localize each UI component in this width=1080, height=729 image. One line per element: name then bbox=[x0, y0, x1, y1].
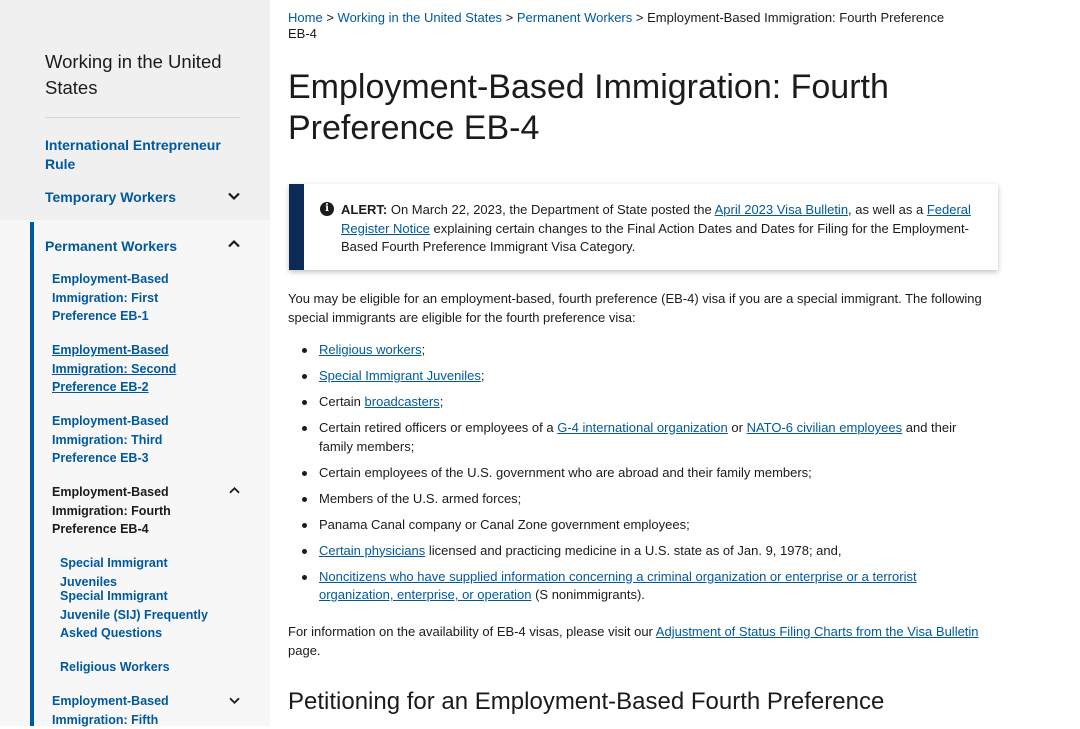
page-title: Employment-Based Immigration: Fourth Preference EB-4 bbox=[288, 68, 889, 147]
list-item bbox=[288, 341, 988, 360]
sidebar-item-temporary-workers[interactable]: Temporary Workers bbox=[45, 189, 176, 205]
sidebar-divider bbox=[45, 117, 240, 118]
breadcrumb-home[interactable]: Home bbox=[288, 10, 323, 25]
g4-organization-link[interactable]: G-4 international organization bbox=[557, 420, 728, 435]
special-immigrant-juveniles-link[interactable]: Special Immigrant Juveniles bbox=[319, 368, 481, 383]
chevron-down-icon[interactable] bbox=[228, 191, 238, 201]
list-item bbox=[288, 367, 988, 386]
list-text: and their family members; bbox=[319, 420, 957, 454]
list-item bbox=[288, 542, 988, 561]
breadcrumb-separator: > bbox=[505, 10, 514, 25]
alert-box bbox=[289, 184, 998, 270]
alert-label: ALERT: bbox=[341, 202, 388, 217]
certain-physicians-link[interactable]: Certain physicians bbox=[319, 542, 426, 558]
sidebar-header-bg bbox=[0, 0, 270, 220]
breadcrumb-permanent-workers[interactable]: Permanent Workers bbox=[516, 10, 633, 25]
sidebar-item-special-immigrant-juveniles[interactable]: Special Immigrant Juveniles bbox=[60, 556, 168, 589]
sidebar-item-international-entrepreneur[interactable]: International Entrepreneur Rule bbox=[45, 137, 221, 172]
list-item bbox=[288, 419, 988, 456]
list-text: ; bbox=[480, 368, 485, 383]
section-heading: Petitioning for an Employment-Based Fourth Preference bbox=[288, 688, 885, 715]
visa-bulletin-link[interactable]: April 2023 Visa Bulletin bbox=[714, 202, 849, 217]
sidebar-item-eb4[interactable]: Employment-Based Immigration: Fourth Preference EB-4 bbox=[52, 485, 171, 536]
availability-paragraph bbox=[288, 623, 988, 660]
list-text: licensed and practicing medicine in a U.S. state as of Jan. 9, 1978; and, bbox=[425, 542, 842, 558]
broadcasters-link[interactable]: broadcasters bbox=[364, 394, 440, 409]
s-nonimmigrants-link[interactable]: Noncitizens who have supplied information concerning a criminal organization or enterprise or a terrorist organization, enterprise, or operation bbox=[319, 568, 917, 602]
chevron-up-icon[interactable] bbox=[228, 239, 238, 249]
special-immigrants-list bbox=[288, 341, 988, 612]
sidebar-item-religious-workers[interactable]: Religious Workers bbox=[60, 660, 170, 674]
breadcrumb-current: Employment-Based Immigration: Fourth Preference EB-4 bbox=[288, 10, 945, 41]
list-item bbox=[288, 568, 988, 605]
list-item bbox=[288, 393, 988, 412]
chevron-down-icon[interactable] bbox=[229, 696, 239, 706]
sidebar-item-eb3[interactable]: Employment-Based Immigration: Third Preference EB-3 bbox=[52, 414, 169, 465]
list-text: Certain retired officers or employees of a bbox=[319, 420, 558, 435]
list-item: Panama Canal company or Canal Zone government employees; bbox=[288, 516, 988, 535]
alert-text bbox=[341, 201, 991, 257]
list-item: Members of the U.S. armed forces; bbox=[288, 490, 988, 509]
breadcrumb-separator: > bbox=[326, 10, 334, 25]
list-text: ; bbox=[439, 394, 444, 409]
alert-text-part: On March 22, 2023, the Department of State posted the bbox=[387, 202, 715, 217]
nato6-employees-link[interactable]: NATO-6 civilian employees bbox=[746, 420, 903, 435]
list-text: or bbox=[727, 420, 747, 435]
sidebar-item-eb5[interactable]: Employment-Based Immigration: Fifth bbox=[52, 694, 169, 727]
breadcrumb-separator: > bbox=[635, 10, 644, 25]
alert-text-part: , as well as a bbox=[848, 202, 927, 217]
availability-text: page. bbox=[288, 642, 321, 658]
religious-workers-link[interactable]: Religious workers bbox=[319, 342, 422, 357]
federal-register-link[interactable]: Federal Register Notice bbox=[341, 202, 971, 236]
breadcrumb bbox=[288, 10, 958, 42]
availability-text: For information on the availability of EB-4 visas, please visit our bbox=[288, 624, 656, 639]
info-icon: i bbox=[320, 202, 334, 216]
sidebar-nav bbox=[0, 0, 270, 726]
list-item: Certain employees of the U.S. government who are abroad and their family members; bbox=[288, 464, 988, 483]
sidebar-item-permanent-workers[interactable]: Permanent Workers bbox=[45, 238, 178, 254]
filing-charts-link[interactable]: Adjustment of Status Filing Charts from the Visa Bulletin bbox=[655, 624, 979, 639]
list-text: ; bbox=[421, 342, 426, 357]
alert-text-part: explaining certain changes to the Final Action Dates and Dates for Filing for the Employment-Based Fourth Preference Immigrant Visa Category. bbox=[341, 220, 969, 254]
list-text: Certain bbox=[319, 394, 365, 409]
active-section-indicator bbox=[30, 222, 34, 726]
sidebar-item-eb2[interactable]: Employment-Based Immigration: Second Preference EB-2 bbox=[52, 343, 177, 394]
chevron-up-icon[interactable] bbox=[229, 486, 239, 496]
breadcrumb-working-in-us[interactable]: Working in the United States bbox=[337, 10, 503, 25]
list-text: (S nonimmigrants). bbox=[531, 587, 645, 602]
sidebar-item-eb1[interactable]: Employment-Based Immigration: First Preference EB-1 bbox=[52, 272, 169, 323]
sidebar-title[interactable]: Working in the United States bbox=[45, 51, 222, 98]
sidebar-item-sij-faq[interactable]: Special Immigrant Juvenile (SIJ) Frequently Asked Questions bbox=[60, 589, 208, 640]
intro-paragraph: You may be eligible for an employment-based, fourth preference (EB-4) visa if you are a special immigrant. The following special immigrants are eligible for the fourth preference visa: bbox=[288, 291, 982, 325]
